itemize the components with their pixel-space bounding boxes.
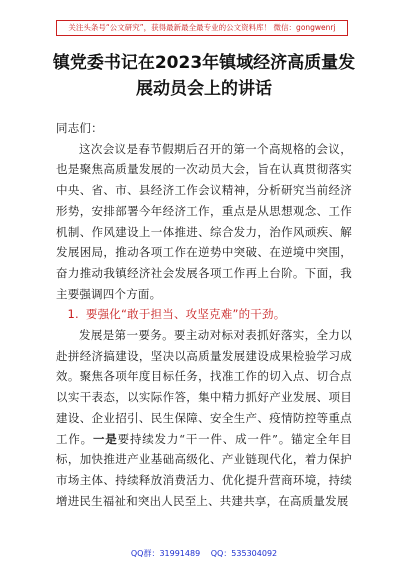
paragraph-1: 这次会议是春节假期后召开的第一个高规格的会议，也是聚焦高质量发展的一次动员大会，旨在认真贯彻落实中央、省、市、县经济工作会议精神，分析研究当前经济形势，安排部署今年经济工作，重点是从思想观念、工作机制、作风建设上一体推进、综合发力，治作风顽疾、解发展困局，推动各项工作在逆势中突破、在逆境中突围，奋力推动我镇经济社会发展各项工作再上台阶。下面，我主要强调四个方面。 bbox=[56, 141, 352, 301]
document-body bbox=[56, 118, 352, 511]
paragraph-2 bbox=[56, 325, 352, 511]
paragraph-2-part-1: 发展是第一要务。要主动对标对表抓好落实，全力以赴拼经济搞建设，坚决以高质量发展建设成果检验学习成效。聚焦各项年度目标任务，找准工作的切入点、切合点以实干表态，以实际作答，集中精力抓好产业发展、项目建设、企业招引、民生保障、安全生产、疫情防控等重点工作。 bbox=[56, 328, 352, 446]
footer-qq: QQ：535304092 bbox=[210, 549, 278, 558]
paragraph-2-emphasis: 一是 bbox=[92, 431, 118, 446]
paragraph-2-part-2: 要持续发力“干一件、成一件”。锚定全年目标，加快推进产业基础高级化、产业链现代化，着力保护市场主体、持续释放消费活力、优化提升营商环境，持续增进民生福祉和突出人民至上、共建共享，在高质量发展 bbox=[56, 431, 353, 508]
document-title bbox=[52, 50, 356, 102]
promo-banner bbox=[56, 20, 348, 36]
salutation: 同志们： bbox=[56, 121, 103, 135]
promo-text: 关注头条号“公文研究”，获得最新最全最专业的公文资料库！ 微信：gongwenrj bbox=[68, 23, 336, 32]
section-heading-1 bbox=[56, 304, 352, 325]
footer-qq-group: QQ群：31991489 bbox=[130, 549, 201, 558]
section-number: 1. bbox=[67, 307, 79, 322]
footer-contact bbox=[0, 548, 408, 559]
section-title: 要强化“敢于担当、攻坚克难”的干劲。 bbox=[85, 307, 286, 322]
title-line-2: 展动员会上的讲话 bbox=[136, 79, 272, 99]
title-line-1: 镇党委书记在2023年镇域经济高质量发 bbox=[52, 53, 356, 73]
